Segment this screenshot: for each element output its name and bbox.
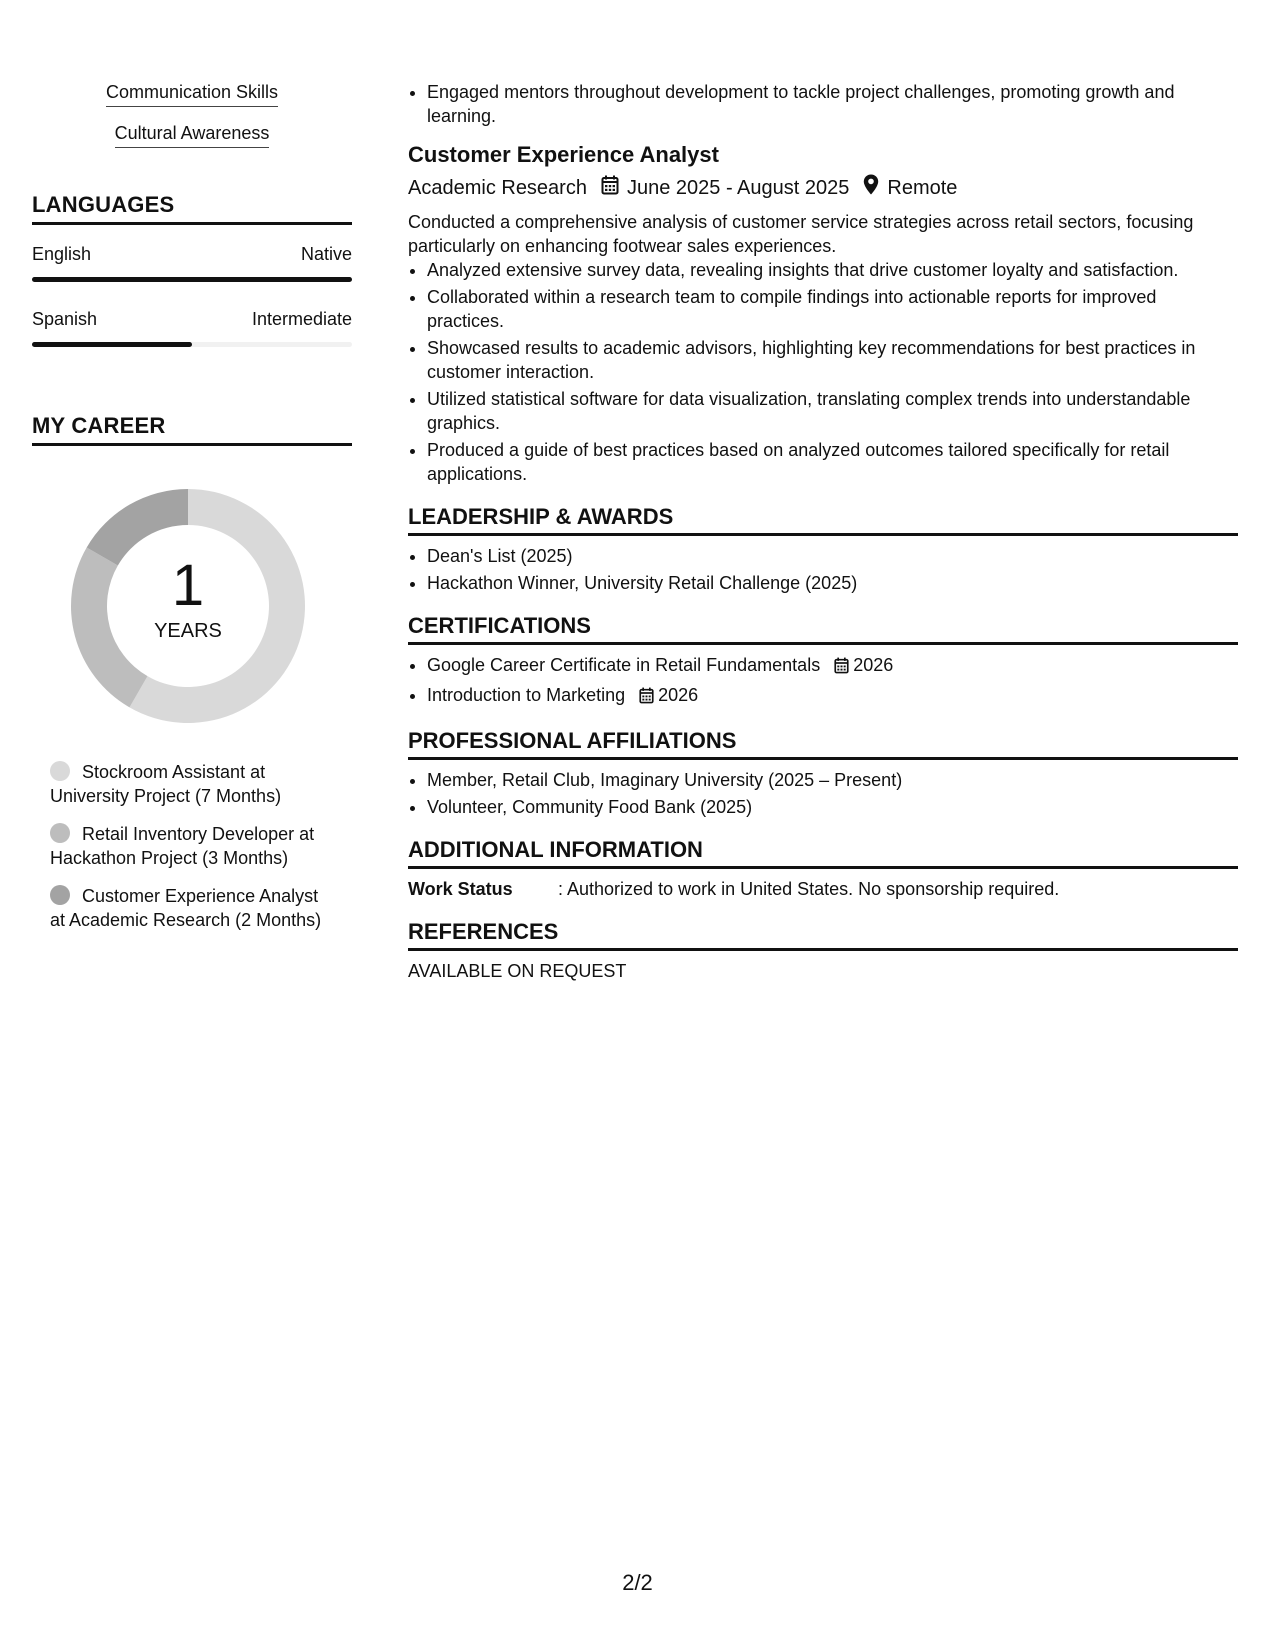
skill-tag: Cultural Awareness [115, 121, 270, 148]
language-proficiency-bar [32, 277, 352, 282]
references-heading: REFERENCES [408, 919, 1238, 951]
leadership-list [408, 544, 1238, 595]
career-heading: MY CAREER [32, 413, 352, 446]
list-item: • Hackathon Winner, University Retail Challenge (2025) [427, 571, 1238, 595]
languages-heading: LANGUAGES [32, 192, 352, 225]
legend-dot-icon [50, 885, 70, 905]
left-column [32, 80, 352, 946]
language-name: Spanish [32, 309, 98, 329]
career-legend-item [50, 822, 330, 870]
language-name: English [32, 244, 92, 264]
language-level: Native [300, 244, 352, 264]
skill-tags [32, 80, 352, 148]
cert-name: Introduction to Marketing [427, 685, 626, 705]
work-status-value: : Authorized to work in United States. No sponsorship required. [558, 879, 1060, 899]
calendar-icon [834, 656, 849, 680]
job-meta [408, 174, 1238, 202]
language-proficiency-fill [32, 277, 352, 282]
list-item [427, 653, 1238, 680]
language-proficiency-bar [32, 342, 352, 347]
previous-job-bullets [408, 80, 1238, 128]
cert-year: 2026 [658, 685, 699, 705]
list-item: • Showcased results to academic advisors, highlighting key recommendations for best practices in customer interaction. [427, 336, 1238, 384]
references-text: AVAILABLE ON REQUEST [408, 961, 627, 981]
legend-label: Stockroom Assistant at University Project (7 Months) [50, 762, 282, 806]
leadership-heading: LEADERSHIP & AWARDS [408, 504, 1238, 536]
skill-tag: Communication Skills [106, 80, 278, 107]
certifications-heading: CERTIFICATIONS [408, 613, 1238, 645]
right-column [408, 80, 1238, 983]
job-title: Customer Experience Analyst [408, 142, 719, 167]
legend-dot-icon [50, 823, 70, 843]
career-legend-item [50, 884, 330, 932]
list-item: • Engaged mentors throughout development to tackle project challenges, promoting growth and learning. [427, 80, 1238, 128]
list-item [427, 683, 1238, 710]
legend-dot-icon [50, 761, 70, 781]
calendar-icon [601, 175, 619, 202]
job-dates: June 2025 - August 2025 [626, 177, 850, 199]
cert-name: Google Career Certificate in Retail Fundamentals [427, 655, 821, 675]
list-item: • Member, Retail Club, Imaginary University (2025 – Present) [427, 768, 1238, 792]
job-bullets [408, 258, 1238, 486]
job-location: Remote [887, 177, 958, 199]
list-item: • Produced a guide of best practices based on analyzed outcomes tailored specifically for retail applications. [427, 438, 1238, 486]
list-item: • Collaborated within a research team to compile findings into actionable reports for improved practices. [427, 285, 1238, 333]
career-total-unit: YEARS [154, 620, 222, 642]
career-legend-item [50, 760, 330, 808]
affiliations-heading: PROFESSIONAL AFFILIATIONS [408, 728, 1238, 760]
career-total-years: 1 [171, 553, 205, 618]
career-legend [50, 760, 330, 932]
additional-info-heading: ADDITIONAL INFORMATION [408, 837, 1238, 869]
job-company: Academic Research [408, 177, 587, 199]
list-item: • Utilized statistical software for data visualization, translating complex trends into understandable graphics. [427, 387, 1238, 435]
list-item: • Dean's List (2025) [427, 544, 1238, 568]
list-item: • Analyzed extensive survey data, revealing insights that drive customer loyalty and satisfaction. [427, 258, 1238, 282]
affiliations-list [408, 768, 1238, 819]
calendar-icon [639, 686, 654, 710]
career-donut-chart [68, 486, 308, 726]
job-description: Conducted a comprehensive analysis of customer service strategies across retail sectors, focusing particularly on enhancing footwear sales experiences. [408, 212, 1194, 256]
page-number: 2/2 [622, 1570, 653, 1595]
language-item [32, 243, 352, 282]
work-status-row [408, 877, 1238, 901]
language-proficiency-fill [32, 342, 192, 347]
cert-year: 2026 [853, 655, 894, 675]
language-item [32, 308, 352, 347]
legend-label: Retail Inventory Developer at Hackathon Project (3 Months) [50, 824, 315, 868]
location-pin-icon [863, 174, 879, 202]
legend-label: Customer Experience Analyst at Academic Research (2 Months) [50, 886, 322, 930]
language-level: Intermediate [251, 309, 352, 329]
work-status-label: Work Status [408, 879, 513, 899]
certifications-list [408, 653, 1238, 710]
list-item: • Volunteer, Community Food Bank (2025) [427, 795, 1238, 819]
